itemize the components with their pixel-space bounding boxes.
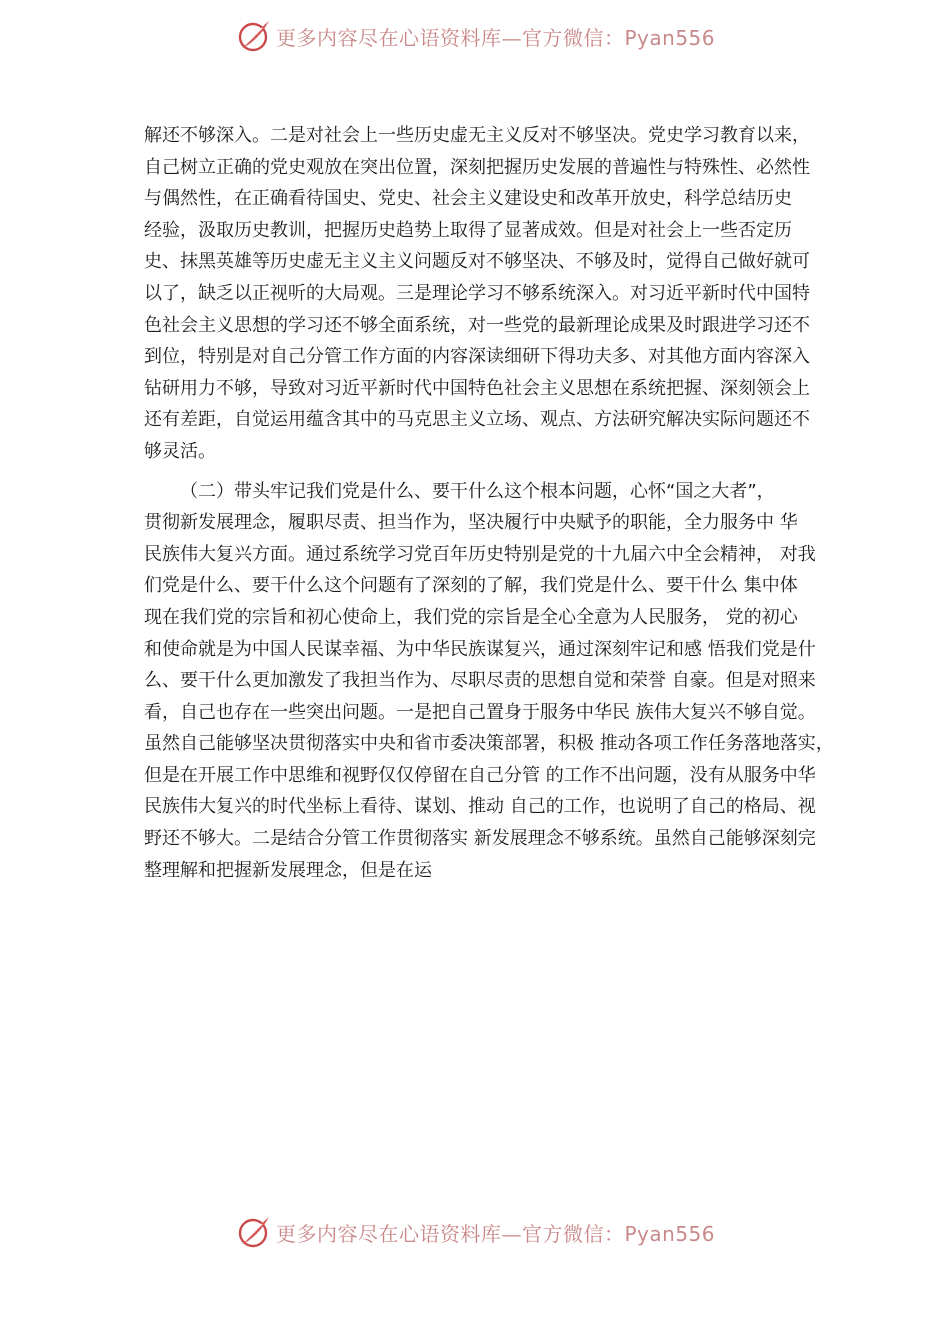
quill-logo-icon: [236, 18, 272, 54]
document-body: [144, 120, 834, 886]
paragraph-1: [144, 120, 834, 468]
footer-watermark: [236, 1212, 715, 1252]
header-watermark: [236, 16, 715, 56]
text-line: 现在我们党的宗旨和初心使命上，我们党的宗旨是全心全意为人民服务， 党的初心: [144, 606, 798, 628]
text-line: 虽然自己能够坚决贯彻落实中央和省市委决策部署，积极 推动各项工作任务落地落实，: [144, 733, 834, 755]
text-line: 贯彻新发展理念，履职尽责、担当作为，坚决履行中央赋予的职能，全力服务中 华: [144, 512, 798, 534]
text-line: 色社会主义思想的学习还不够全面系统，对一些党的最新理论成果及时跟进学习还不: [144, 314, 810, 336]
text-line: 到位，特别是对自己分管工作方面的内容深读细研下得功夫多、对其他方面内容深入: [144, 346, 810, 368]
text-line: 与偶然性，在正确看待国史、党史、社会主义建设史和改革开放史，科学总结历史: [144, 188, 792, 210]
quill-logo-icon: [236, 1214, 272, 1250]
text-line: 么、要干什么更加激发了我担当作为、尽职尽责的思想自觉和荣誉 自豪。但是对照来: [144, 670, 816, 692]
text-line: 自己树立正确的党史观放在突出位置，深刻把握历史发展的普遍性与特殊性、必然性: [144, 156, 810, 178]
watermark-text: 更多内容尽在心语资料库—官方微信：Pyan556: [276, 1221, 716, 1246]
text-line: 还有差距，自觉运用蕴含其中的马克思主义立场、观点、方法研究解决实际问题还不: [144, 409, 810, 431]
text-line: 民族伟大复兴方面。通过系统学习党百年历史特别是党的十九届六中全会精神， 对我: [144, 543, 816, 565]
text-line: 但是在开展工作中思维和视野仅仅停留在自己分管 的工作不出问题，没有从服务中华: [144, 764, 816, 786]
text-line: 钻研用力不够，导致对习近平新时代中国特色社会主义思想在系统把握、深刻领会上: [144, 377, 810, 399]
text-line: 整理解和把握新发展理念，但是在运: [144, 859, 432, 881]
text-line: 以了，缺乏以正视听的大局观。三是理论学习不够系统深入。对习近平新时代中国特: [144, 282, 810, 304]
text-line: 野还不够大。二是结合分管工作贯彻落实 新发展理念不够系统。虽然自己能够深刻完: [144, 828, 816, 850]
text-line: 民族伟大复兴的时代坐标上看待、谋划、推动 自己的工作，也说明了自己的格局、视: [144, 796, 816, 818]
paragraph-2: [144, 476, 834, 887]
text-line: 看，自己也存在一些突出问题。一是把自己置身于服务中华民 族伟大复兴不够自觉。: [144, 701, 816, 723]
text-line: 和使命就是为中国人民谋幸福、为中华民族谋复兴，通过深刻牢记和感 悟我们党是什: [144, 638, 816, 660]
text-line: 够灵活。: [144, 440, 216, 462]
text-line: 史、抹黑英雄等历史虚无主义主义问题反对不够坚决、不够及时，觉得自己做好就可: [144, 251, 810, 273]
text-line: 经验，汲取历史教训，把握历史趋势上取得了显著成效。但是对社会上一些否定历: [144, 219, 792, 241]
section-heading-line: （二）带头牢记我们党是什么、要干什么这个根本问题，心怀“国之大者”，: [180, 480, 775, 502]
watermark-text: 更多内容尽在心语资料库—官方微信：Pyan556: [276, 25, 716, 50]
text-line: 们党是什么、要干什么这个问题有了深刻的了解，我们党是什么、要干什么 集中体: [144, 575, 798, 597]
text-line: 解还不够深入。二是对社会上一些历史虚无主义反对不够坚决。党史学习教育以来，: [144, 125, 810, 146]
